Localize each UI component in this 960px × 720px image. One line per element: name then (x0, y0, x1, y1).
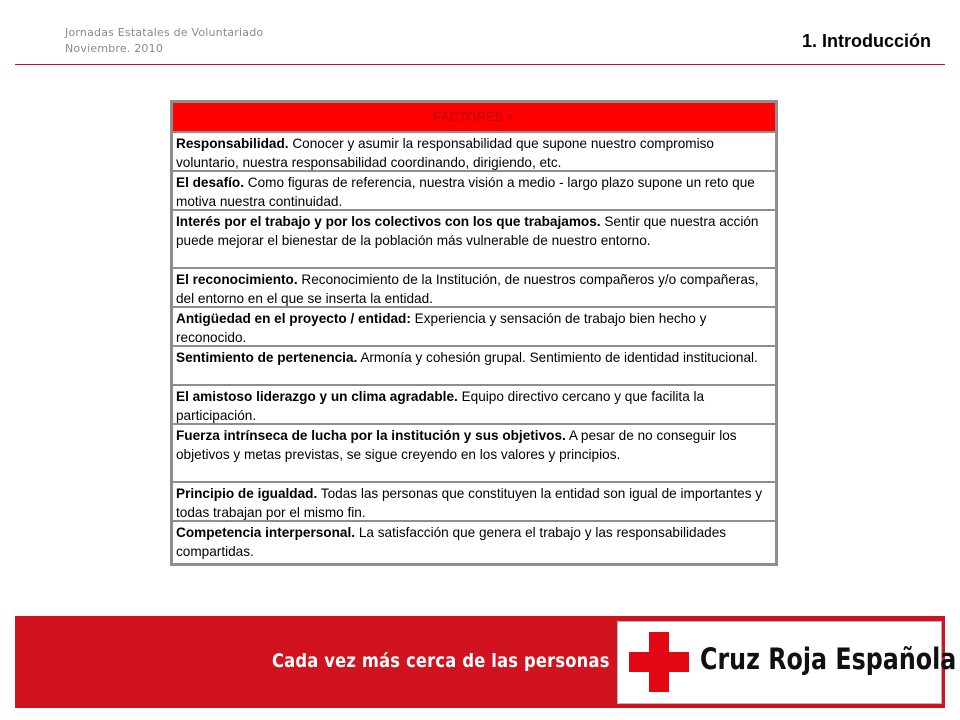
table-row (173, 133, 775, 172)
factor-title: Principio de igualdad. (176, 486, 318, 501)
red-cross-icon (629, 632, 689, 692)
table-row (173, 386, 775, 425)
factor-title: Sentimiento de pertenencia. (176, 350, 358, 365)
table-row (173, 347, 775, 386)
slogan: Cada vez más cerca de las personas (272, 650, 610, 672)
event-name: Jornadas Estatales de Voluntariado (65, 26, 264, 39)
factor-description: Reconocimiento de la Institución, de nuestros compañeros y/o compañeras, del entorno en el que se inserta la entidad. (176, 272, 759, 307)
factor-title: Antigüedad en el proyecto / entidad: (176, 311, 411, 326)
table-header: FACTORES + (173, 103, 775, 133)
factor-description: Equipo directivo cercano y que facilita la participación. (176, 389, 705, 424)
factor-description: Armonía y cohesión grupal. Sentimiento de identidad institucional. (360, 350, 758, 365)
factor-title: El desafío. (176, 175, 244, 190)
logo-text: Cruz Roja Española (700, 642, 957, 676)
table-row (173, 269, 775, 308)
table-row (173, 172, 775, 211)
factor-description: Sentir que nuestra acción puede mejorar el bienestar de la población más vulnerable de nuestro entorno. (176, 214, 759, 249)
factor-description: Todas las personas que constituyen la entidad son igual de importantes y todas trabajan por el mismo fin. (176, 486, 763, 521)
factor-description: Como figuras de referencia, nuestra visión a medio - largo plazo supone un reto que motiva nuestra continuidad. (176, 175, 755, 210)
table-row (173, 425, 775, 483)
header-divider (15, 64, 945, 65)
factor-title: El amistoso liderazgo y un clima agradable. (176, 389, 458, 404)
factor-description: Experiencia y sensación de trabajo bien hecho y reconocido. (176, 311, 707, 346)
factor-title: Fuerza intrínseca de lucha por la institución y sus objetivos. (176, 428, 566, 443)
event-date: Noviembre. 2010 (65, 42, 164, 55)
table-body (173, 133, 775, 561)
factor-description: Conocer y asumir la responsabilidad que supone nuestro compromiso voluntario, nuestra responsabilidad coordinando, dirigiendo, etc. (176, 136, 714, 171)
factor-description: A pesar de no conseguir los objetivos y metas previstas, se sigue creyendo en los valores y principios. (176, 428, 737, 463)
factor-title: Responsabilidad. (176, 136, 289, 151)
factor-title: El reconocimiento. (176, 272, 298, 287)
factors-table (170, 100, 778, 566)
factor-title: Interés por el trabajo y por los colectivos con los que trabajamos. (176, 214, 601, 229)
table-row (173, 522, 775, 561)
table-row (173, 308, 775, 347)
section-title: 1. Introducción (801, 31, 931, 51)
table-row (173, 211, 775, 269)
cruz-roja-logo (617, 621, 957, 704)
table-row (173, 483, 775, 522)
factor-description: La satisfacción que genera el trabajo y las responsabilidades compartidas. (176, 525, 727, 560)
factor-title: Competencia interpersonal. (176, 525, 356, 540)
